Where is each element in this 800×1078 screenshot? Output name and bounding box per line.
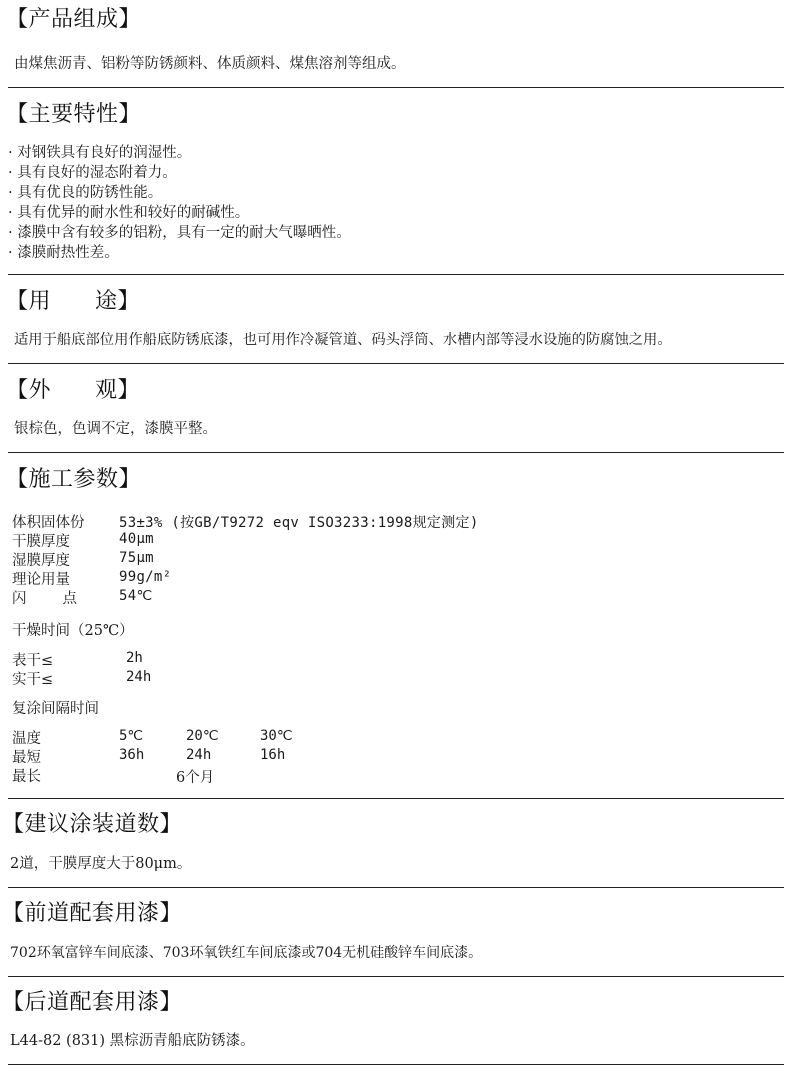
divider — [8, 798, 784, 799]
section-heading-previous: 【前道配套用漆】 — [2, 901, 183, 926]
recoat-max-label: 最长 — [12, 769, 41, 785]
recoat-min-label: 最短 — [12, 750, 41, 766]
divider — [8, 274, 784, 275]
heading-part: 观】 — [95, 378, 141, 403]
drying-label: 实干≤ — [12, 672, 54, 688]
list-item: · 对钢铁具有良好的润湿性。 — [8, 145, 192, 161]
section-heading-application: 【施工参数】 — [6, 467, 142, 492]
list-item: · 漆膜耐热性差。 — [8, 245, 119, 261]
param-label: 湿膜厚度 — [12, 553, 70, 569]
param-value: 99g/m² — [119, 569, 172, 585]
divider — [8, 363, 784, 364]
param-label: 干膜厚度 — [12, 534, 70, 550]
drying-title: 干燥时间（25℃） — [12, 623, 134, 639]
drying-label: 表干≤ — [12, 653, 54, 669]
param-value: 53±3% (按GB/T9272 eqv ISO3233:1998规定测定) — [119, 515, 479, 531]
subsequent-text: L44-82 (831) 黑棕沥青船底防锈漆。 — [10, 1033, 255, 1049]
divider — [8, 887, 784, 888]
param-label: 理论用量 — [12, 572, 70, 588]
param-value: 54℃ — [119, 588, 153, 604]
recoat-temp: 30℃ — [260, 728, 293, 744]
divider — [8, 1064, 784, 1065]
param-label-part: 点 — [62, 591, 77, 607]
section-heading-subsequent: 【后道配套用漆】 — [2, 990, 183, 1015]
recoat-temp-label: 温度 — [12, 731, 41, 747]
section-heading-composition: 【产品组成】 — [6, 7, 142, 32]
param-value: 40μm — [119, 531, 154, 547]
recoat-min: 36h — [119, 747, 145, 763]
recoat-title: 复涂间隔时间 — [12, 701, 99, 717]
heading-part: 途】 — [95, 289, 141, 314]
heading-part: 【外 — [6, 378, 52, 403]
usage-text: 适用于船底部位用作船底防锈底漆，也可用作冷凝管道、码头浮筒、水槽内部等浸水设施的防腐蚀之用。 — [14, 332, 672, 348]
drying-value: 2h — [126, 650, 143, 666]
recoat-temp: 20℃ — [186, 728, 219, 744]
section-heading-appearance — [6, 377, 140, 405]
list-item: · 具有优异的耐水性和较好的耐碱性。 — [8, 205, 250, 221]
recoat-min: 24h — [186, 747, 212, 763]
list-item: · 漆膜中含有较多的铝粉，具有一定的耐大气曝晒性。 — [8, 225, 351, 241]
param-value: 75μm — [119, 550, 154, 566]
param-label — [12, 587, 77, 608]
list-item: · 具有优良的防锈性能。 — [8, 185, 163, 201]
param-label-part: 闪 — [12, 591, 27, 607]
drying-value: 24h — [126, 669, 152, 685]
coats-text: 2道，干膜厚度大于80μm。 — [10, 856, 192, 872]
section-heading-properties: 【主要特性】 — [6, 102, 142, 127]
section-heading-coats: 【建议涂装道数】 — [2, 812, 183, 837]
param-label: 体积固体份 — [12, 515, 85, 531]
divider — [8, 452, 784, 453]
previous-text: 702环氧富锌车间底漆、703环氧铁红车间底漆或704无机硅酸锌车间底漆。 — [10, 945, 483, 961]
divider — [8, 976, 784, 977]
divider — [8, 87, 784, 88]
recoat-max: 6个月 — [176, 770, 215, 786]
list-item: · 具有良好的湿态附着力。 — [8, 165, 177, 181]
recoat-temp: 5℃ — [119, 728, 144, 744]
composition-text: 由煤焦沥青、铝粉等防锈颜料、体质颜料、煤焦溶剂等组成。 — [14, 56, 406, 72]
appearance-text: 银棕色，色调不定，漆膜平整。 — [14, 421, 217, 437]
recoat-min: 16h — [260, 747, 286, 763]
heading-part: 【用 — [6, 289, 52, 314]
section-heading-usage — [6, 288, 140, 316]
